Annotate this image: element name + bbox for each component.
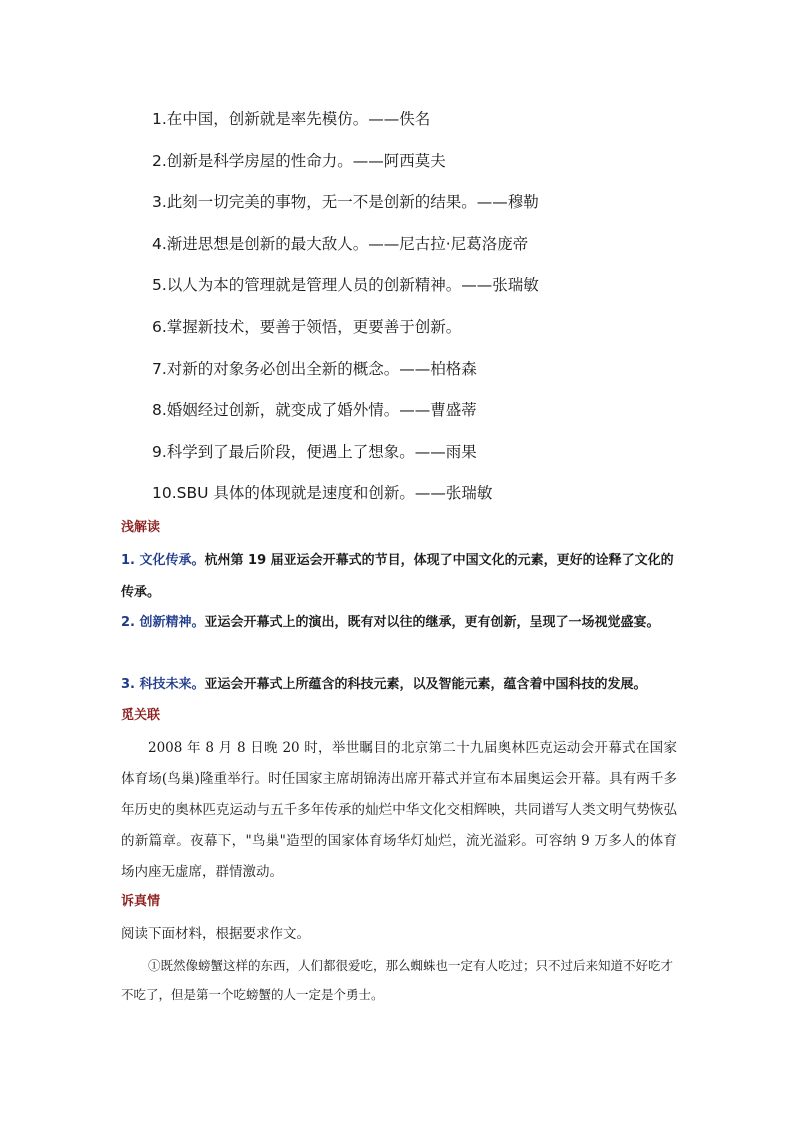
interpret-item (121, 669, 677, 701)
writing-material: ①既然像螃蟹这样的东西，人们都很爱吃，那么蜘蛛也一定有人吃过；只不过后来知道不好吃才不吃了，但是第一个吃螃蟹的人一定是个勇士。 (121, 958, 674, 1002)
section-title-related: 觅关联 (121, 708, 161, 723)
quote-item: 6.掌握新技术，要善于领悟，更要善于创新。 (152, 317, 462, 336)
section-title-interpret: 浅解读 (121, 520, 161, 535)
writing-instruction: 阅读下面材料，根据要求作文。 (121, 926, 310, 942)
section-title-feelings: 诉真情 (121, 894, 161, 909)
quote-item: 5.以人为本的管理就是管理人员的创新精神。——张瑞敏 (152, 276, 539, 295)
quote-list (152, 106, 712, 522)
interpret-item-text: 亚运会开幕式上所蕴含的科技元素，以及智能元素，蕴含着中国科技的发展。 (204, 677, 647, 692)
quote-item: 8.婚姻经过创新，就变成了婚外情。——曹盛蒂 (152, 401, 477, 420)
interpret-item-text: 亚运会开幕式上的演出，既有对以往的继承，更有创新，呈现了一场视觉盛宴。 (204, 615, 660, 630)
interpret-item-text: 杭州第 19 届亚运会开幕式的节目，体现了中国文化的元素，更好的诠释了文化的传承。 (121, 553, 674, 600)
quote-item: 9.科学到了最后阶段，便遇上了想象。——雨果 (152, 442, 477, 461)
interpret-item-heading: 3. 科技未来。 (121, 677, 205, 692)
interpret-item-heading: 1. 文化传承。 (121, 553, 205, 568)
quote-item: 1.在中国，创新就是率先模仿。——佚名 (152, 110, 431, 128)
quote-item: 4.渐进思想是创新的最大敌人。——尼古拉·尼葛洛庞帝 (152, 234, 529, 253)
quote-item: 3.此刻一切完美的事物，无一不是创新的结果。——穆勒 (152, 193, 539, 212)
related-paragraph: 2008 年 8 月 8 日晚 20 时，举世瞩目的北京第二十九届奥林匹克运动会开幕式在国家体育场(鸟巢)隆重举行。时任国家主席胡锦涛出席开幕式并宣布本届奥运会开幕。具有两千多年历史的奥林匹克运动与五千多年传承的灿烂中华文化交相辉映，共同谱写人类文明气势恢弘的新篇章。夜幕下，"鸟巢"造型的国家体育场华灯灿烂，流光溢彩。可容纳 9 万多人的体育场内座无虚席，群情激动。 (121, 740, 677, 880)
interpret-item (121, 545, 677, 609)
quote-item: 7.对新的对象务必创出全新的概念。——柏格森 (152, 359, 477, 378)
quote-item: 2.创新是科学房屋的性命力。——阿西莫夫 (152, 151, 446, 170)
interpret-item (121, 607, 677, 639)
interpret-item-heading: 2. 创新精神。 (121, 615, 205, 630)
quote-item: 10.SBU 具体的体现就是速度和创新。——张瑞敏 (152, 484, 493, 503)
